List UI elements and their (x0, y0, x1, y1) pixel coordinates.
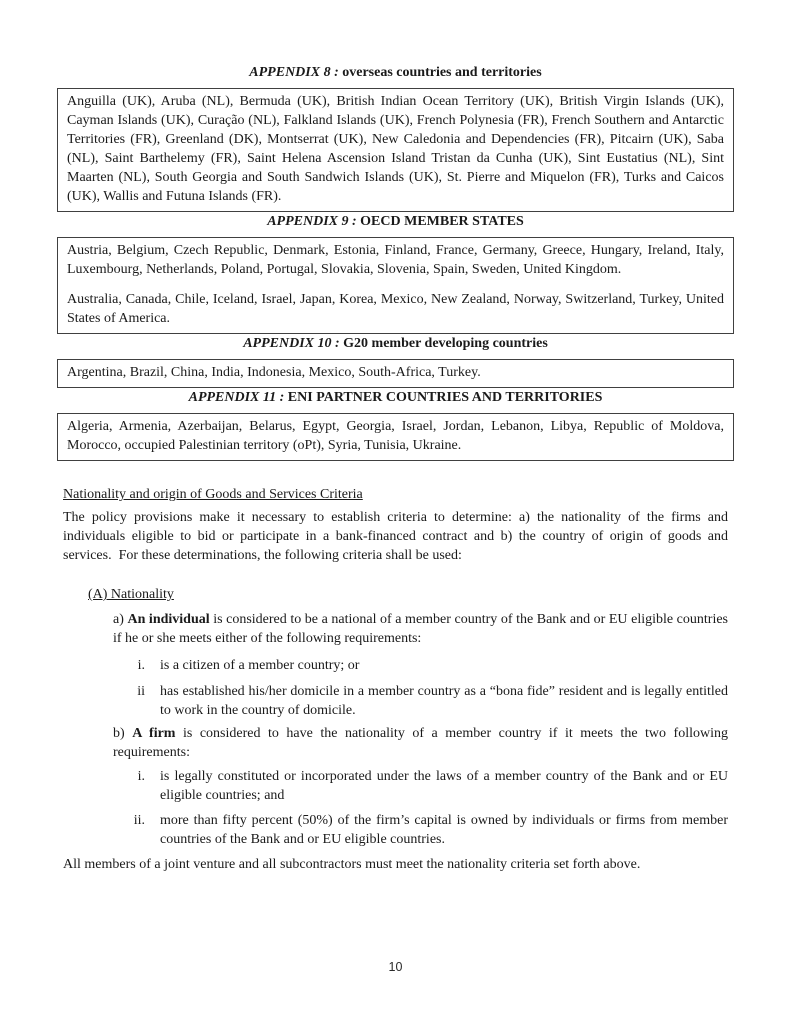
appendix-9-countries-eu: Austria, Belgium, Czech Republic, Denmark, Estonia, Finland, France, Germany, Greece, Hungary, Ireland, Italy, Luxembourg, Netherlands, Poland, Portugal, Slovakia, Slovenia, Spain, Sweden, United Kingdom. (67, 243, 724, 277)
appendix-9-countries-other: Australia, Canada, Chile, Iceland, Israel, Japan, Korea, Mexico, New Zealand, Norway, Switzerland, Turkey, United States of America. (67, 292, 724, 326)
nationality-subheading: (A) Nationality (88, 587, 174, 602)
list-marker-a-i: i. (137, 658, 145, 673)
list-marker-a-ii: ii (137, 684, 145, 699)
list-item-a-i-text: is a citizen of a member country; or (160, 658, 360, 673)
appendix-10-box (57, 359, 734, 388)
list-marker-b-ii: ii. (133, 813, 145, 828)
item-a-term: An individual (127, 612, 210, 627)
item-a-prefix: a) (113, 612, 124, 627)
appendix-11-countries: Algeria, Armenia, Azerbaijan, Belarus, Egypt, Georgia, Israel, Jordan, Lebanon, Libya, Republic of Moldova, Morocco, occupied Palestinian territory (oPt), Syria, Tunisia, Ukraine. (67, 419, 724, 453)
criteria-intro: The policy provisions make it necessary to establish criteria to determine: a) the nationality of the firms and individuals eligible to bid or participate in a bank-financed contract and b) the country of origin of goods and services. For these determinations, the following criteria shall be used: (63, 510, 728, 563)
appendix-8-countries: Anguilla (UK), Aruba (NL), Bermuda (UK), British Indian Ocean Territory (UK), British Virgin Islands (UK), Cayman Islands (UK), Curação (NL), Falkland Islands (UK), French Polynesia (FR), French Southern and Antarctic Territories (FR), Greenland (DK), Montserrat (UK), New Caledonia and Dependencies (FR), Pitcairn (UK), Saba (NL), Saint Barthelemy (FR), Saint Helena Ascension Island Tristan da Cunha (UK), Sint Eustatius (NL), Sint Maarten (NL), South Georgia and South Sandwich Islands (UK), St. Pierre and Miquelon (FR), Turks and Caicos (UK), Wallis and Futuna Islands (FR). (67, 94, 724, 204)
criteria-heading: Nationality and origin of Goods and Services Criteria (63, 487, 363, 502)
item-b-prefix: b) (113, 726, 125, 741)
appendix-9-heading (57, 212, 734, 231)
appendix-11-box (57, 413, 734, 461)
appendix-9-title: OECD MEMBER STATES (360, 214, 524, 229)
appendix-11-heading (57, 388, 734, 407)
appendix-8-label: APPENDIX 8 : (249, 65, 339, 80)
appendix-9-label: APPENDIX 9 : (267, 214, 357, 229)
item-b-term: A firm (132, 726, 176, 741)
list-item-b-i-text: is legally constituted or incorporated under the laws of a member country of the Bank and or EU eligible countries; and (160, 769, 728, 803)
appendix-11-label: APPENDIX 11 : (188, 390, 285, 405)
item-b-paragraph (113, 724, 728, 762)
list-item-b-ii (133, 811, 728, 849)
appendix-10-label: APPENDIX 10 : (243, 336, 340, 351)
appendix-10-title: G20 member developing countries (343, 336, 548, 351)
item-b-text: is considered to have the nationality of a member country if it meets the two following requirements: (113, 726, 728, 760)
page-number: 10 (388, 960, 403, 974)
list-item-b-ii-text: more than fifty percent (50%) of the firm’s capital is owned by individuals or firms from member countries of the Bank and or EU eligible countries. (160, 813, 728, 847)
appendix-10-heading (57, 334, 734, 353)
list-item-a-ii-text: has established his/her domicile in a member country as a “bona fide” resident and is legally entitled to work in the country of domicile. (160, 684, 728, 718)
appendix-8-title: overseas countries and territories (342, 65, 542, 80)
appendix-8-box (57, 88, 734, 212)
list-item-a-ii (137, 682, 728, 720)
closing-paragraph: All members of a joint venture and all subcontractors must meet the nationality criteria set forth above. (63, 857, 641, 872)
appendix-8-heading (57, 63, 734, 82)
list-item-b-i (137, 767, 728, 805)
appendix-10-countries: Argentina, Brazil, China, India, Indonesia, Mexico, South-Africa, Turkey. (67, 365, 481, 380)
appendix-11-title: ENI PARTNER COUNTRIES AND TERRITORIES (287, 390, 603, 405)
appendix-9-box (57, 237, 734, 334)
item-a-paragraph (113, 610, 728, 648)
item-a-text: is considered to be a national of a member country of the Bank and or EU eligible countries if he or she meets either of the following requirements: (113, 612, 728, 646)
list-item-a-i (137, 656, 728, 675)
list-marker-b-i: i. (137, 769, 145, 784)
